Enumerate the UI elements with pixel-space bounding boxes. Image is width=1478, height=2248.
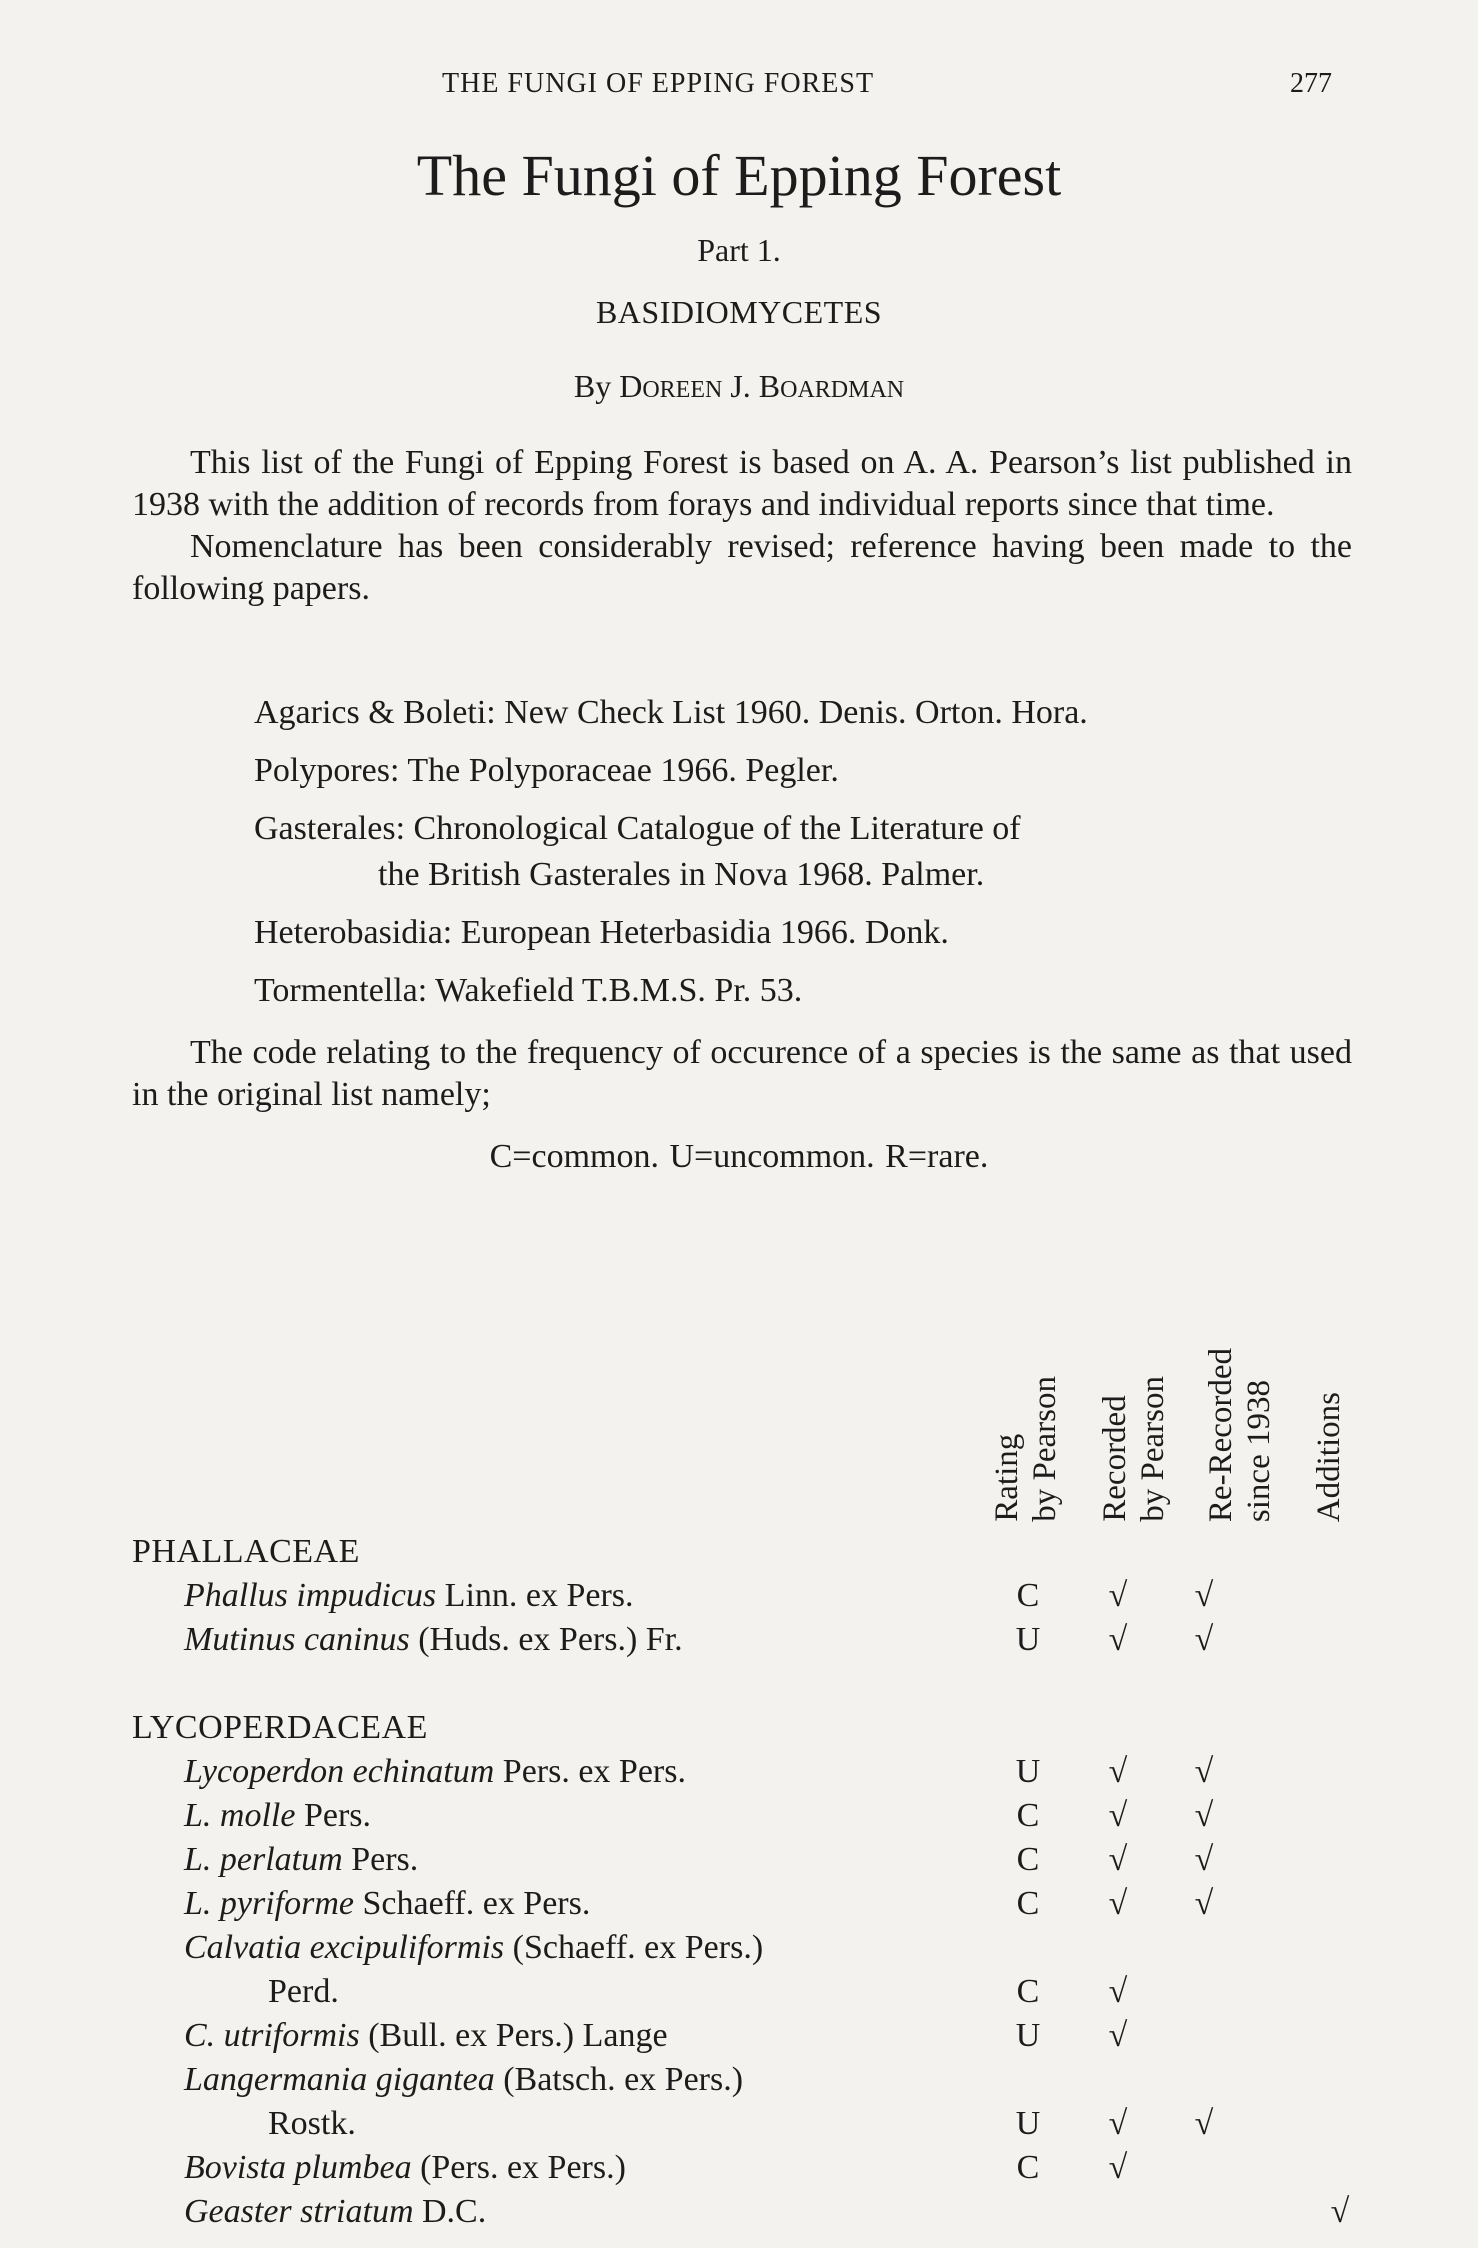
- species-row: [132, 1882, 1352, 1926]
- species-name: [184, 2190, 486, 2234]
- species-row: [132, 1618, 1352, 1662]
- species-name: [184, 1750, 686, 1794]
- recorded-cell: √: [1108, 2105, 1128, 2142]
- column-header-rerecorded: Re-Recorded since 1938: [1203, 1347, 1277, 1522]
- recorded-cell: √: [1108, 1797, 1128, 1834]
- species-binomial: L. pyriforme: [184, 1885, 354, 1922]
- species-binomial: L. perlatum: [184, 1841, 343, 1878]
- rating-cell: C: [1016, 2149, 1040, 2186]
- species-row: [132, 1970, 1352, 2014]
- species-name: [184, 2146, 626, 2190]
- running-title: THE FUNGI OF EPPING FOREST: [442, 68, 875, 99]
- species-name: [184, 2058, 743, 2102]
- rating-cell: C: [1016, 1885, 1040, 1922]
- reference-text: Wakefield T.B.M.S. Pr. 53.: [435, 972, 803, 1009]
- reference-text: New Check List 1960. Denis. Orton. Hora.: [504, 694, 1088, 731]
- recorded-cell: √: [1108, 1885, 1128, 1922]
- rating-cell: U: [1015, 2105, 1041, 2142]
- species-authority: Schaeff. ex Pers.: [354, 1885, 591, 1922]
- reference-label: Agarics & Boleti:: [254, 694, 496, 731]
- species-authority: (Pers. ex Pers.): [411, 2149, 626, 2186]
- reference-text-continued: the British Gasterales in Nova 1968. Palmer.: [378, 856, 985, 893]
- species-authority: Linn. ex Pers.: [436, 1577, 634, 1614]
- part-label: Part 1.: [697, 232, 781, 268]
- species-binomial: Lycoperdon echinatum: [184, 1753, 495, 1790]
- species-row: [132, 1926, 1352, 1970]
- recorded-cell: √: [1108, 1577, 1128, 1614]
- rating-cell: U: [1015, 1621, 1041, 1658]
- reference-label: Polypores:: [254, 752, 400, 789]
- rerecorded-cell: √: [1194, 1621, 1214, 1658]
- species-row: [132, 2190, 1352, 2234]
- species-name: [184, 1794, 371, 1838]
- species-name: [184, 1882, 590, 1926]
- recorded-cell: √: [1108, 2017, 1128, 2054]
- species-authority: D.C.: [413, 2193, 487, 2230]
- species-binomial: Calvatia excipuliformis: [184, 1929, 505, 1966]
- rerecorded-cell: √: [1194, 1841, 1214, 1878]
- code-paragraph: [132, 1032, 1352, 1116]
- reference-item: [254, 968, 1088, 1014]
- reference-text: Chronological Catalogue of the Literature of: [413, 810, 1021, 847]
- species-row: [132, 1574, 1352, 1618]
- code-paragraph-text: The code relating to the frequency of occurence of a species is the same as that used in the original list namely;: [132, 1034, 1352, 1113]
- rating-cell: C: [1016, 1577, 1040, 1614]
- species-row: [132, 2146, 1352, 2190]
- species-authority: Perd.: [268, 1973, 339, 2010]
- author-first-name: DOREEN: [619, 368, 723, 404]
- species-authority: Pers. ex Pers.: [494, 1753, 686, 1790]
- reference-item: [254, 748, 1088, 794]
- section-heading: BASIDIOMYCETES: [595, 294, 883, 330]
- species-row: [132, 1838, 1352, 1882]
- species-binomial: L. molle: [184, 1797, 296, 1834]
- intro-sentence-2: Nomenclature has been considerably revised; reference having been made to the following papers.: [132, 528, 1352, 607]
- byline: [0, 368, 1478, 405]
- intro-paragraph: [132, 442, 1352, 610]
- rerecorded-cell: √: [1194, 2105, 1214, 2142]
- species-row: [132, 2014, 1352, 2058]
- species-row: [132, 2102, 1352, 2146]
- recorded-cell: √: [1108, 1621, 1128, 1658]
- page-number: 277: [1290, 68, 1332, 99]
- species-authority: (Huds. ex Pers.) Fr.: [409, 1621, 683, 1658]
- rerecorded-cell: √: [1194, 1753, 1214, 1790]
- reference-text: European Heterbasidia 1966. Donk.: [460, 914, 949, 951]
- reference-label: Gasterales:: [254, 810, 406, 847]
- code-legend: C=common. U=uncommon. R=rare.: [489, 1138, 989, 1175]
- species-binomial: Phallus impudicus: [184, 1577, 437, 1614]
- species-name: [184, 1838, 418, 1882]
- species-name: [184, 1618, 683, 1662]
- recorded-cell: √: [1108, 1841, 1128, 1878]
- family-heading: PHALLACEAE: [132, 1533, 360, 1570]
- rating-cell: U: [1015, 1753, 1041, 1790]
- byline-by: By: [573, 368, 612, 404]
- column-header-additions: Additions: [1311, 1391, 1347, 1522]
- species-name: [268, 1970, 339, 2014]
- column-header-recorded: Recorded by Pearson: [1097, 1376, 1171, 1522]
- author-last-name: BOARDMAN: [758, 368, 905, 404]
- rating-cell: C: [1016, 1973, 1040, 2010]
- species-name: [184, 1926, 763, 1970]
- species-authority: (Bull. ex Pers.) Lange: [359, 2017, 668, 2054]
- rerecorded-cell: √: [1194, 1577, 1214, 1614]
- reference-item: [254, 806, 1088, 898]
- rating-cell: U: [1015, 2017, 1041, 2054]
- additions-cell: √: [1330, 2193, 1350, 2230]
- species-binomial: C. utriformis: [184, 2017, 360, 2054]
- species-authority: Rostk.: [268, 2105, 356, 2142]
- author-middle-initial: J.: [730, 368, 751, 404]
- species-authority: (Batsch. ex Pers.): [494, 2061, 744, 2098]
- species-binomial: Mutinus caninus: [184, 1621, 410, 1658]
- species-binomial: Bovista plumbea: [184, 2149, 412, 2186]
- species-authority: Pers.: [295, 1797, 372, 1834]
- rerecorded-cell: √: [1194, 1885, 1214, 1922]
- species-authority: Pers.: [342, 1841, 419, 1878]
- species-name: [268, 2102, 356, 2146]
- rerecorded-cell: √: [1194, 1797, 1214, 1834]
- column-header-rating: Rating by Pearson: [989, 1376, 1063, 1522]
- species-binomial: Geaster striatum: [184, 2193, 414, 2230]
- species-row: [132, 1794, 1352, 1838]
- rating-cell: C: [1016, 1841, 1040, 1878]
- reference-item: [254, 910, 1088, 956]
- species-list: [132, 1530, 1352, 2234]
- intro-sentence-1: This list of the Fungi of Epping Forest is based on A. A. Pearson’s list published in 1938 with the addition of records from forays and individual reports since that time.: [132, 444, 1352, 523]
- recorded-cell: √: [1108, 1753, 1128, 1790]
- species-authority: (Schaeff. ex Pers.): [504, 1929, 764, 1966]
- article-title: The Fungi of Epping Forest: [416, 143, 1062, 208]
- recorded-cell: √: [1108, 1973, 1128, 2010]
- species-row: [132, 2058, 1352, 2102]
- reference-list: [254, 690, 1088, 1026]
- recorded-cell: √: [1108, 2149, 1128, 2186]
- family-heading: LYCOPERDACEAE: [132, 1709, 428, 1746]
- species-name: [184, 2014, 668, 2058]
- reference-label: Heterobasidia:: [254, 914, 453, 951]
- species-row: [132, 1750, 1352, 1794]
- reference-item: [254, 690, 1088, 736]
- reference-label: Tormentella:: [254, 972, 428, 1009]
- rating-cell: C: [1016, 1797, 1040, 1834]
- reference-text: The Polyporaceae 1966. Pegler.: [407, 752, 839, 789]
- species-name: [184, 1574, 634, 1618]
- species-binomial: Langermania gigantea: [184, 2061, 495, 2098]
